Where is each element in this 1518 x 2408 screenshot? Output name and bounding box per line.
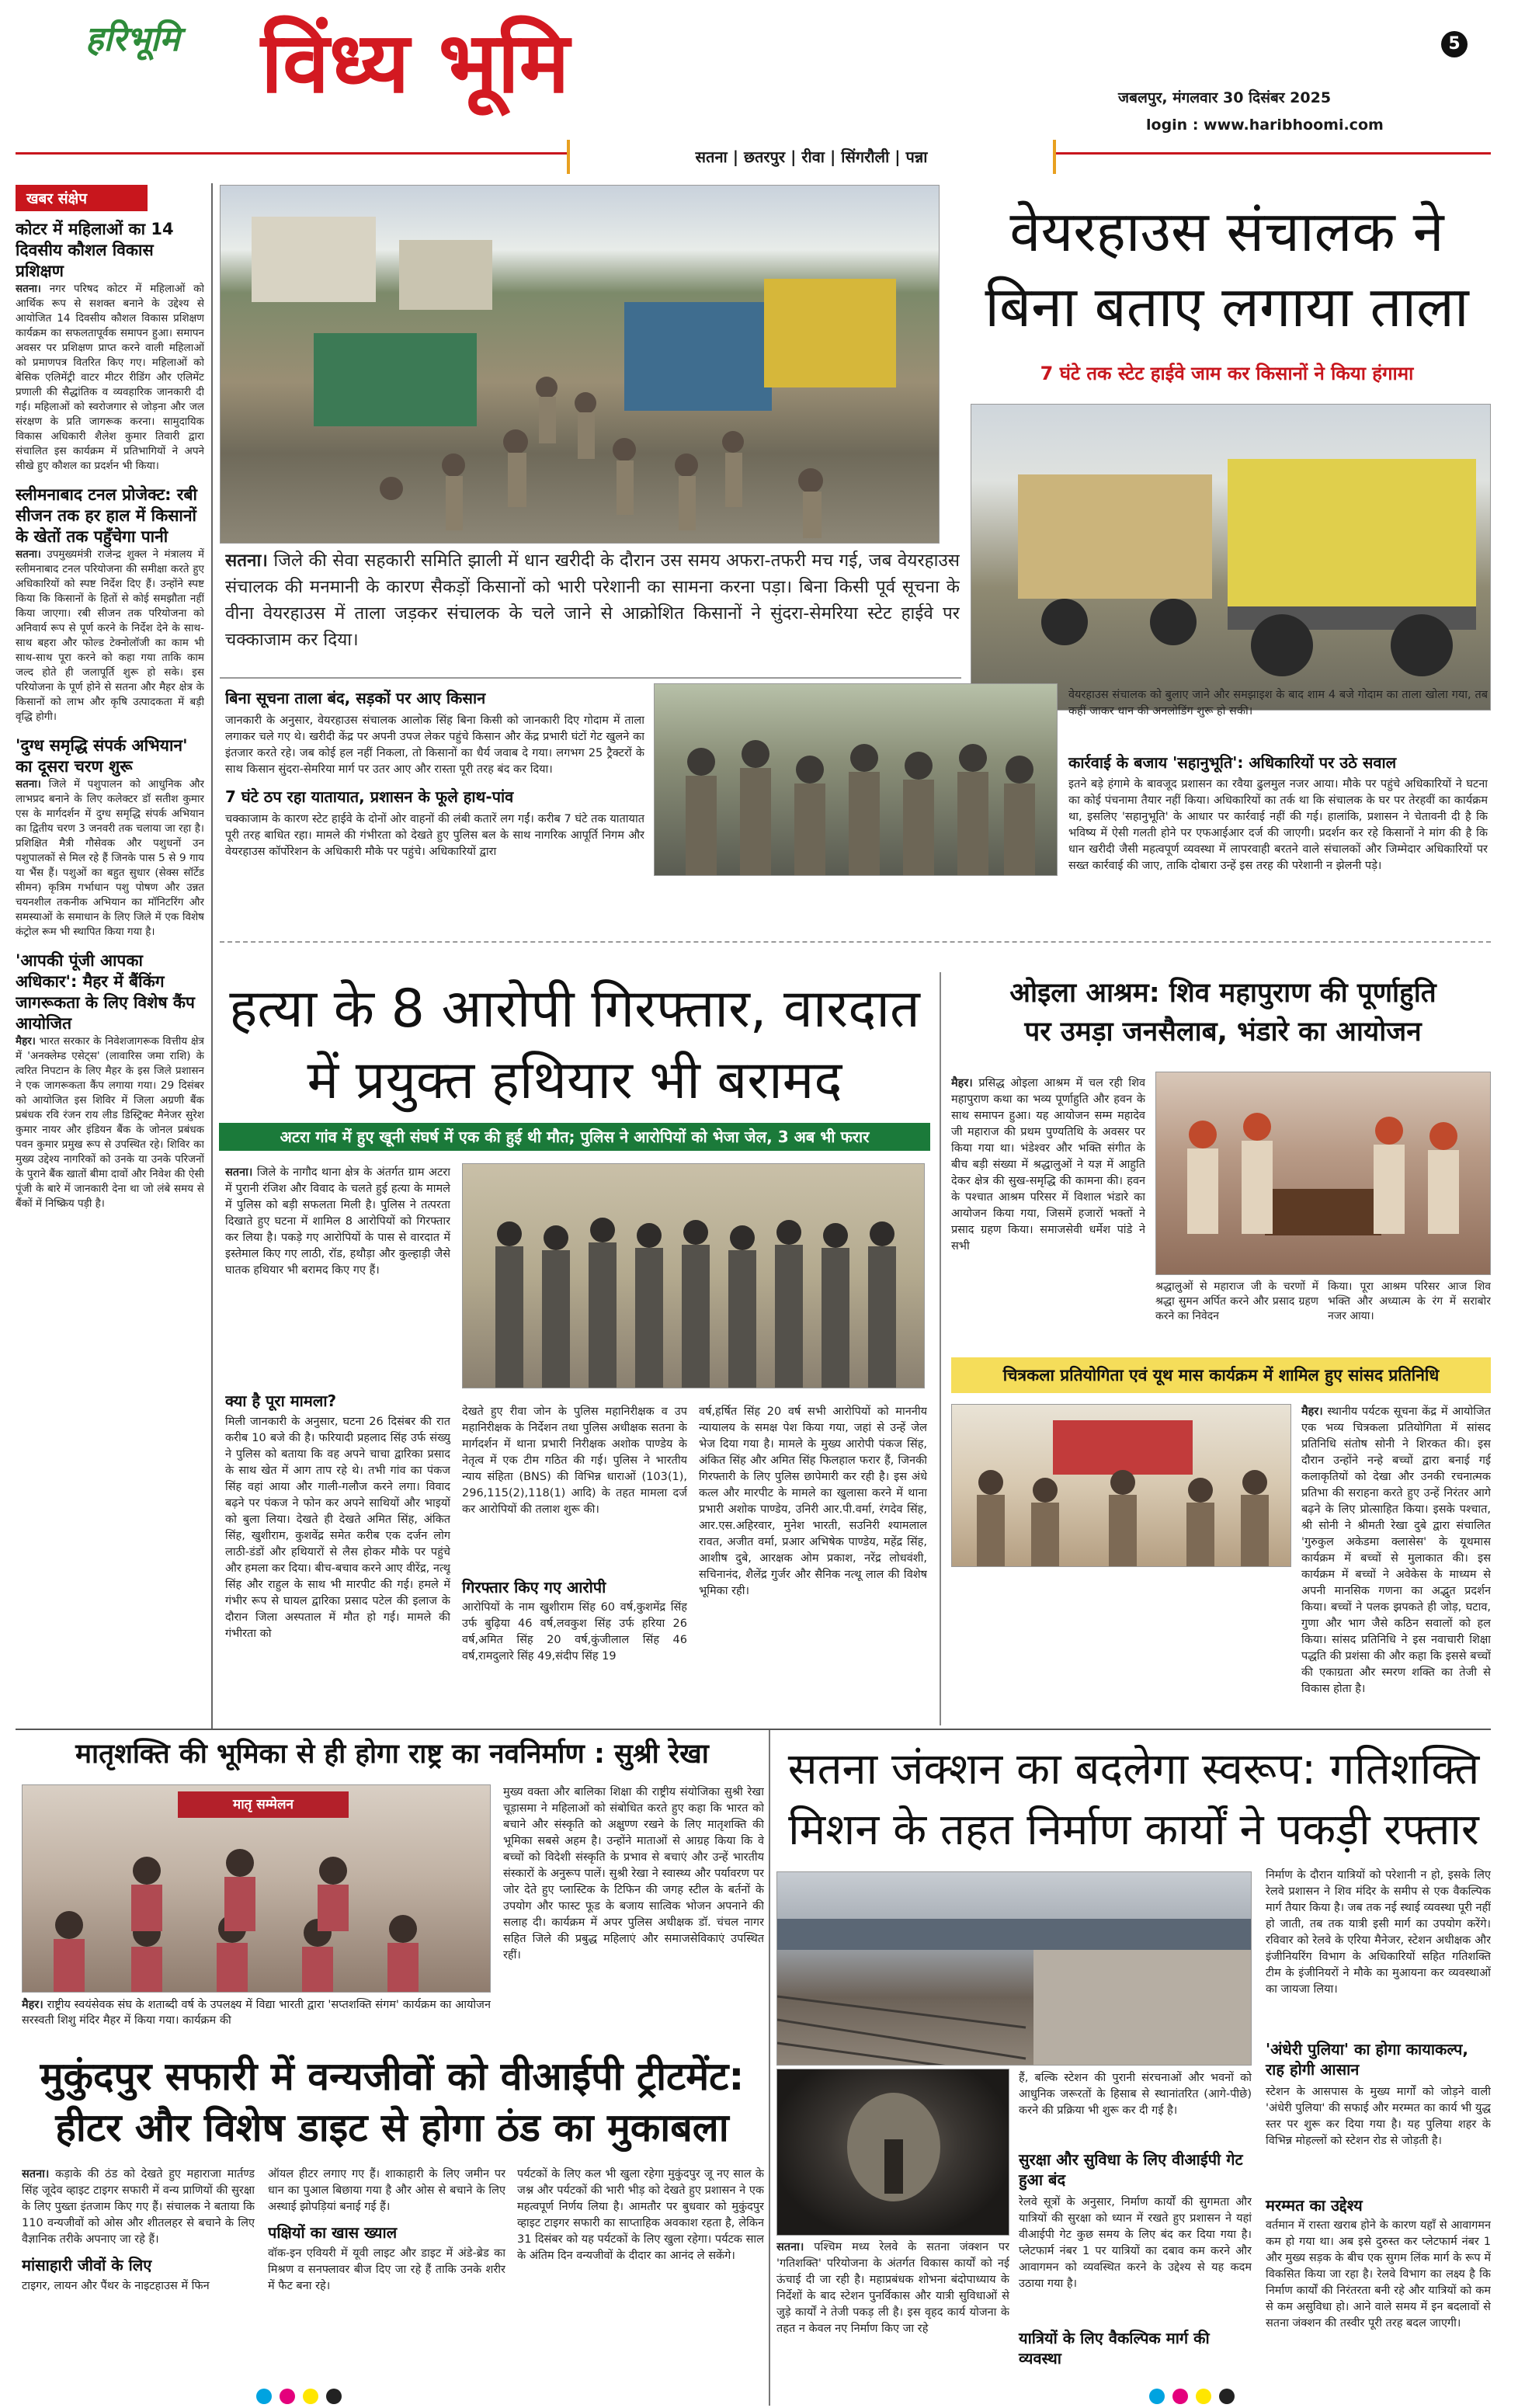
dateline: मैहर।: [16, 1035, 36, 1048]
lead-text-2: चक्काजाम के कारण स्टेट हाईवे के दोनों ओर वाहनों की लंबी कतारें लग गईं। करीब 7 घंटे तक यातायात पूरी तरह बाधित रहा। मामले की गंभीरता को देखते हुए पुलिस बल के साथ नागरिक आपूर्ति निगम और वेयरहाउस कॉर्पोरेशन के अधिकारी मौके पर पहुंचे। अधिकारियों द्वारा: [225, 813, 644, 858]
lead-deck: 7 घंटे तक स्टेट हाईवे जाम कर किसानों ने किया हंगामा: [1040, 363, 1414, 384]
yellow-mark: [303, 2389, 318, 2404]
sidebar-item-body: उपमुख्यमंत्री राजेन्द्र शुक्ल ने मंत्रालय में स्लीमनाबाद टनल परियोजना की समीक्षा करते हुए अधिकारियों को स्पष्ट निर्देश दिए हैं। उन्होंने स्पष्ट किया कि किसानों के हितों से कोई समझौता नहीं किया जाएगा। रबी सीजन तक परियोजना को अनिवार्य रूप से पूर्ण करने के निर्देश देने के साथ-साथ बहरा और फोल्ड टेक्नोलॉजी का काम भी साथ-साथ पूरा करने को कहा गया ताकि काम जल्द होते ही जलापूर्ति शुरू हो सके। इस परियोजना के पूर्ण होने से सतना और मैहर क्षेत्र के किसानों को लाभ और कृषि उत्पादकता में बड़ी वृद्धि होगी।: [16, 548, 204, 723]
safari-subhead-2: पक्षियों का खास ख्याल: [268, 2223, 398, 2242]
station-construction-photo: [776, 1871, 1252, 2066]
officials-crowd-photo: [654, 683, 1058, 876]
sidebar-item-body: जिले में पशुपालन को आधुनिक और लाभप्रद बनाने के लिए कलेक्टर डॉ सतीश कुमार एस के मार्गदर्शन में दुग्ध समृद्धि संपर्क अभियान का द्वितीय चरण 3 जनवरी तक चलाया जा रहा है। प्रशिक्षित मैत्री गौसेवक और पशुधनों उन पशुपालकों से मिल रहे हैं जिनके पास 5 से 9 गाय या भैंस हैं। पशुओं का बहुत सुधार (सेक्स सॉर्टेड सीमन) कृत्रिम गर्भाधान पशु पोषण और उन्नत चयनशील तकनीक अभियान का मॉनिटरिंग और समस्याओं के समाधान के लिए जिले में एक विशेष कंट्रोल रूम भी स्थापित किया गया है।: [16, 778, 204, 938]
sidebar-item-headline: 'आपकी पूंजी आपका अधिकार': मैहर में बैंकिंग जागरूकता के लिए विशेष कैंप आयोजित: [16, 951, 195, 1033]
lead-subhead-2: 7 घंटे ठप रहा यातायात, प्रशासन के फूले हाथ-पांव: [225, 787, 514, 806]
dateline: सतना।: [16, 778, 41, 791]
dateline: सतना।: [16, 283, 41, 295]
sidebar-item-headline: स्लीमनाबाद टनल प्रोजेक्ट: रबी सीजन तक हर हाल में किसानों के खेतों तक पहुँचेगा पानी: [16, 485, 197, 546]
magenta-mark: [1172, 2389, 1188, 2404]
cyan-mark: [1149, 2389, 1165, 2404]
lead-subhead-3: कार्रवाई के बजाय 'सहानुभूति': अधिकारियों पर उठे सवाल: [1068, 753, 1397, 772]
junction-subhead-3: 'अंधेरी पुलिया' का होगा कायाकल्प, राह होगी आसान: [1266, 2040, 1468, 2079]
junction-text-3: निर्माण के दौरान यात्रियों को परेशानी न हो, इसके लिए रेलवे प्रशासन ने शिव मंदिर के समीप से एक वैकल्पिक मार्ग तैयार किया है। जब तक नई स्थाई व्यवस्था पूरी नहीं हो जाती, तब तक यात्री इसी मार्ग का उपयोग करेंगे। रविवार को रेलवे के एरिया मैनेजर, स्टेशन अधीक्षक और इंजीनियरिंग विभाग के अधिकारियों सहित गतिशक्ति टीम के इंजीनियरों ने मौके का मुआयना कर व्यवस्थाओं का जायजा लिया।: [1266, 1869, 1491, 1996]
ashram-hawan-photo: [1155, 1072, 1491, 1275]
rekha-headline: मातृशक्ति की भूमिका से ही होगा राष्ट्र का नवनिर्माण : सुश्री रेखा: [75, 1739, 709, 1770]
lead-text-1: जानकारी के अनुसार, वेयरहाउस संचालक आलोक सिंह बिना किसी को जानकारी दिए गोदाम में ताला लगाकर चले गए थे। खरीदी केंद्र पर अपनी उपज लेकर पहुंचे किसान और केंद्र प्रभारी घंटों गेट खुलने का इंतजार करते रहे। जब कोई हल नहीं निकला, तो किसानों का धैर्य जवाब दे गया। लगभग 25 ट्रैक्टरों के साथ किसान सुंदरा-सेमरिया मार्ग पर उतर आए और रास्ता पूरी तरह बंद कर दिया।: [225, 714, 644, 776]
column-divider: [769, 1730, 770, 2406]
section-divider: [220, 941, 1491, 943]
dateline: मैहर।: [22, 1999, 43, 2011]
safari-text-2: टाइगर, लायन और पैंथर के नाइटहाउस में फिन: [22, 2280, 210, 2292]
junction-text-2: रेलवे सूत्रों के अनुसार, निर्माण कार्यों की सुगमता और यात्रियों की सुरक्षा को ध्यान में रखते हुए प्रशासन ने यहां वीआईपी गेट कुछ समय के लिए बंद कर दिया गया है। प्लेटफार्म नंबर 1 पर यात्रियों का दबाव कम करने और आवागमन को व्यवस्थित करने के उद्देश्य से यह कदम उठाया गया है।: [1019, 2196, 1252, 2290]
painting-competition-photo: [951, 1404, 1291, 1567]
rekha-caption: [22, 1997, 491, 2045]
murder-text-2: देखते हुए रीवा जोन के पुलिस महानिरीक्षक व उप महानिरीक्षक के निर्देशन तथा पुलिस अधीक्षक सतना के मार्गदर्शन में थाना प्रभारी निरीक्षक अशोक पाण्डेय के नेतृत्व में एक टीम गठित की गई। पुलिस ने भारतीय न्याय संहिता (BNS) की विभिन्न धाराओं (103(1), 296,115(2),118(1) आदि) के तहत मामला दर्ज कर आरोपियों की तलाश शुरू की।: [462, 1406, 687, 1516]
murder-subhead-2: गिरफ्तार किए गए आरोपी: [462, 1578, 606, 1597]
trucks-queue-photo: [971, 404, 1491, 711]
sidebar-item-text: [16, 547, 204, 724]
junction-intro-text: पश्चिम मध्य रेलवे के सतना जंक्शन पर 'गतिशक्ति' परियोजना के अंतर्गत विकास कार्यों को नई ऊंचाई दी जा रही है। महाप्रबंधक शोभना बंदोपाध्याय के निर्देशों के बाद स्टेशन पुनर्विकास और यात्री सुविधाओं से जुड़े कार्यों ने तेजी पकड़ ली है। इस वृहद कार्य योजना के तहत न केवल नए निर्माण किए जा रहे: [776, 2241, 1009, 2335]
junction-headline-line2: मिशन के तहत निर्माण कार्यों ने पकड़ी रफ्तार: [788, 1805, 1479, 1855]
sidebar-item-body: भारत सरकार के निवेशजागरूक वित्तीय क्षेत्र में 'अनक्लेम्ड एसेट्स' (लावारिस जमा राशि) के त्वरित निपटान के लिए मैहर के इस जिले प्रशासन ने एक जागरूकता कैंप लगाया गया। 29 दिसंबर को आयोजित इस शिविर में जिला अग्रणी बैंक प्रबंधक रवि रंजन राय लीड डिस्ट्रिक्ट मैनेजर सुरेश कुमार नायर और इंडियन बैंक के जोनल प्रबंधक पवन कुमार प्रमुख रूप से उपस्थित रहे। शिविर का मुख्य उद्देश्य नागरिकों को उनके या उनके परिजनों के पुराने बैंक खातों बीमा दावों और निवेश की ऐसी पूंजी के बारे में जानकारी देना था जो लंबे समय से बैंकों में निष्क्रिय पड़ी है।: [16, 1035, 204, 1210]
dateline: सतना।: [776, 2241, 804, 2253]
safari-text-5: पर्यटकों के लिए कल भी खुला रहेगा मुकुंदपुर जू नए साल के जश्न और पर्यटकों की भारी भीड़ को देखते हुए प्रशासन ने एक महत्वपूर्ण निर्णय लिया है। आमतौर पर बुधवार को मुकुंदपुर व्हाइट टाइगर सफारी का साप्ताहिक अवकाश रहता है, लेकिन 31 दिसंबर को यह पर्यटकों के लिए खुला रहेगा। पर्यटक साल के अंतिम दिन वन्यजीवों के दीदार का आनंद ले सकेंगे।: [517, 2168, 764, 2262]
region-list: सतना | छतरपुर | रीवा | सिंगरौली | पन्ना: [695, 148, 928, 166]
murder-text-3: आरोपियों के नाम खुशीराम सिंह 60 वर्ष,कुशमेंद्र सिंह उर्फ बुढ़िया 46 वर्ष,लवकुश सिंह उर्फ हरिया 26 वर्ष,अमित सिंह 20 वर्ष,कुंजीलाल सिंह 46 वर्ष,रामदुलारे सिंह 49,संदीप सिंह 19: [462, 1601, 687, 1663]
sidebar-item: [16, 219, 204, 474]
junction-headline-line1: सतना जंक्शन का बदलेगा स्वरूप: गतिशक्ति: [787, 1744, 1480, 1795]
murder-intro-text: जिले के नागौद थाना क्षेत्र के अंतर्गत ग्राम अटरा में पुरानी रंजिश और विवाद के चलते हुई हत्या के मामले में पुलिस को बड़ी सफलता मिली है। पुलिस ने तत्परता दिखाते हुए घटना में शामिल 8 आरोपियों को गिरफ्तार कर लिया है। पकड़े गए आरोपियों के पास से वारदात में इस्तेमाल किए गए लाठी, रॉड, हथौड़ा और कुल्हाड़ी जैसे घातक हथियार भी बरामद किए गए हैं।: [225, 1166, 450, 1277]
murder-subhead-1: क्या है पूरा मामला?: [225, 1392, 337, 1410]
junction-text-5: वर्तमान में रास्ता खराब होने के कारण यहाँ से आवागमन कम हो गया था। अब इसे दुरुस्त कर प्लेटफार्म नंबर 1 और मुख्य सड़क के बीच एक सुगम लिंक मार्ग के रूप में विकसित किया जा रहा है। रेलवे विभाग का लक्ष्य है कि निर्माण कार्यों की निरंतरता बनी रहे और यात्रियों को कम से कम असुविधा हो। आने वाले समय में इन बदलावों से सतना जंक्शन की तस्वीर पूरी तरह बदल जाएगी।: [1266, 2219, 1491, 2330]
date-line: जबलपुर, मंगलवार 30 दिसंबर 2025: [1118, 89, 1332, 106]
sidebar-item-text: [16, 282, 204, 474]
lead-headline-line1: वेयरहाउस संचालक ने: [1009, 199, 1444, 264]
safari-headline-line2: हीटर और विशेष डाइट से होगा ठंड का मुकाबला: [55, 2105, 729, 2150]
yellow-mark: [1196, 2389, 1211, 2404]
lead-intro-text: जिले की सेवा सहकारी समिति झाली में धान खरीदी के दौरान उस समय अफरा-तफरी मच गई, जब वेयरहाउस संचालक की मनमानी के कारण सैकड़ों किसानों को भारी परेशानी का सामना करना पड़ा। बिना किसी पूर्व सूचना के वीना वेयरहाउस में ताला जड़कर संचालक के चले जाने से आक्रोशित किसानों ने सुंदरा-सेमरिया स्टेट हाईवे पर चक्काजाम कर दिया।: [225, 551, 960, 650]
dateline: सतना।: [225, 551, 268, 571]
brand-logo: हरिभूमि: [85, 19, 180, 59]
rekha-text: मुख्य वक्ता और बालिका शिक्षा की राष्ट्रीय संयोजिका सुश्री रेखा चूड़ासमा ने महिलाओं को संबोधित करते हुए कहा कि भारत को बचाने और संस्कृति को अक्षुण्ण रखने के लिए मातृशक्ति की भूमिका सबसे अहम है। उन्होंने माताओं से आग्रह किया कि वे बच्चों को विदेशी संस्कृति के प्रभाव से बचाएं और उन्हें भारतीय संस्कारों के अनुरूप पालें। सुश्री रेखा ने स्वास्थ्य और पर्यावरण पर जोर देते हुए प्लास्टिक के टिफिन की जगह स्टील के बर्तनों के उपयोग और फास्ट फूड के बजाय सात्विक भोजन अपनाने की सलाह दी। कार्यक्रम में अपर पुलिस अधीक्षक डॉ. चंचल नागर सहित जिले की प्रबुद्ध महिलाएं और समाजसेविकाएं उपस्थित रहीं।: [503, 1786, 764, 1961]
safari-text-4: वॉक-इन एवियरी में यूवी लाइट और डाइट में अंडे-ब्रेड का मिश्रण व सनफ्लावर बीज दिए जा रहे हैं ताकि उनके शरीर में फैट बना रहे।: [268, 2247, 505, 2292]
oila-caption-left: श्रद्धालुओं से महाराज जी के चरणों में श्रद्धा सुमन अर्पित करने और प्रसाद ग्रहण करने का निवेदन: [1155, 1280, 1318, 1322]
safari-body-1: कड़ाके की ठंड को देखते हुए महाराजा मार्तण्ड सिंह जूदेव व्हाइट टाइगर सफारी में वन्य प्राणियों की सुरक्षा के लिए पुख्ता इंतजाम किए गए हैं। संचालक ने बताया कि 110 वन्यजीवों को ओस और शीतलहर से बचाने के लिए वैज्ञानिक तरीके अपनाए जा रहे हैं।: [22, 2168, 255, 2246]
sidebar-item-body: नगर परिषद कोटर में महिलाओं को आर्थिक रूप से सशक्त बनाने के उद्देश्य से आयोजित 14 दिवसीय कौशल विकास प्रशिक्षण कार्यक्रम का सफलतापूर्वक समापन हुआ। समापन अवसर पर प्रशिक्षण प्राप्त करने वाली महिलाओं को प्रमाणपत्र वितरित किए गए। महिलाओं को बेसिक एलिमेंट्री वाटर मीटर रीडिंग और एलिमेंट प्रणाली की सैद्धांतिक व व्यवहारिक जानकारी दी गई। महिलाओं को स्वरोजगार से जोड़ना और जल संरक्षण के प्रति जागरूक करना। सामुदायिक विकास अधिकारी शैलेश कुमार तिवारी द्वारा संचालित इस कार्यक्रम में प्रतिभागियों ने अपने सीखे हुए कौशल का प्रदर्शन भी किया।: [16, 283, 204, 472]
junction-text-4: स्टेशन के आसपास के मुख्य मार्गों को जोड़ने वाली 'अंधेरी पुलिया' की सफाई और मरम्मत का कार्य भी युद्ध स्तर पर शुरू कर दिया गया है। यह पुलिया शहर के विभिन्न मोहल्लों को स्टेशन रोड से जोड़ती है।: [1266, 2086, 1491, 2147]
safari-text-1: [22, 2167, 255, 2248]
safari-column-2: [268, 2167, 505, 2392]
murder-column-1: [225, 1390, 450, 1724]
junction-subhead-4: मरम्मत का उद्देश्य: [1266, 2196, 1363, 2215]
lead-text-4: इतने बड़े हंगामे के बावजूद प्रशासन का रवैया ढुलमुल नजर आया। मौके पर पहुंचे अधिकारियों ने घटना का कोई पंचनामा तैयार नहीं किया। अधिकारियों का तर्क था कि संचालक के घर पर तेरहवीं का कार्यक्रम था, इसलिए 'सहानुभूति' के आधार पर कार्रवाई नहीं की गई। हालांकि, प्रशासन ने चेतावनी दी है कि भविष्य में ऐसी गलती होने पर एफआईआर दर्ज की जाएगी। प्रदर्शन कर रहे किसानों ने मांग की है कि धान खरीदी जैसी महत्वपूर्ण व्यवस्था में लापरवाही बरतने वाले संचालकों और जिम्मेदार अधिकारियों पर सख्त कार्रवाई की जाए, ताकि दोबारा उन्हें इस तरह की परेशानी न झेलनी पड़े।: [1068, 778, 1488, 872]
sidebar-divider: [211, 183, 213, 1729]
lead-headline-line2: बिना बताए लगाया ताला: [985, 274, 1469, 339]
junction-intro: [776, 2239, 1009, 2387]
region-bar: [567, 140, 1056, 174]
sidebar-item: [16, 950, 204, 1211]
sidebar: [16, 185, 204, 1730]
junction-subhead-2: यात्रियों के लिए वैकल्पिक मार्ग की व्यवस्था: [1019, 2329, 1210, 2368]
murder-text-1: मिली जानकारी के अनुसार, घटना 26 दिसंबर की रात करीब 10 बजे की है। फरियादी प्रहलाद सिंह उर्फ संख्यु ने पुलिस को बताया कि वह अपने चाचा द्वारिका प्रसाद के साथ खेत में आग ताप रहे थे। तभी गांव का पंकज सिंह वहां आया और गाली-गलौज करने लगा। विवाद बढ़ने पर पंकज ने फोन कर अपने साथियों और भाइयों को बुला लिया। देखते ही देखते अमित सिंह, अंकित सिंह, खुशीराम, कुशवेंद्र समेत करीब एक दर्जन लोग लाठी-डंडों और हथियारों से लैस होकर मौके पर पहुंचे और हमला कर दिया। बीच-बचाव करने आए वीरेंद्र, नत्थू सिंह और राहुल के साथ भी मारपीट की गई। हमले में गंभीर रूप से घायल द्वारिका प्रसाद पटेल की इलाज के दौरान जिला अस्पताल में मौत हो गई। मामले की गंभीरता को: [225, 1416, 450, 1640]
junction-text-1: हैं, बल्कि स्टेशन की पुरानी संरचनाओं और भवनों को आधुनिक जरूरतों के हिसाब से स्थानांतरित (आगे-पीछे) करने की प्रक्रिया भी शुरू कर दी गई है।: [1019, 2072, 1252, 2117]
chitrakala-headline: चित्रकला प्रतियोगिता एवं यूथ मास कार्यक्रम में शामिल हुए सांसद प्रतिनिधि: [951, 1357, 1491, 1393]
sidebar-item-text: [16, 1034, 204, 1211]
safari-subhead-1: मांसाहारी जीवों के लिए: [22, 2256, 152, 2274]
lead-text-3: वेयरहाउस संचालक को बुलाए जाने और समझाइश के बाद शाम 4 बजे गोदाम का ताला खोला गया, तब कहीं जाकर धान की अनलोडिंग शुरू हो सकी।: [1068, 689, 1488, 718]
sidebar-item-text: [16, 777, 204, 940]
oila-caption-right: किया। पूरा आश्रम परिसर आज शिव भक्ति और अध्यात्म के रंग में सराबोर नजर आया।: [1328, 1280, 1491, 1322]
column-divider: [940, 972, 941, 1725]
murder-intro: [225, 1165, 450, 1390]
conference-banner: मातृ सम्मेलन: [178, 1791, 349, 1818]
murder-headline-line1: हत्या के 8 आरोपी गिरफ्तार, वारदात: [229, 978, 920, 1040]
dateline: सतना।: [225, 1166, 253, 1179]
black-mark: [1219, 2389, 1235, 2404]
oila-headline-line2: पर उमड़ा जनसैलाब, भंडारे का आयोजन: [1024, 1016, 1422, 1048]
murder-headline-line2: में प्रयुक्त हथियार भी बरामद: [307, 1050, 842, 1111]
sidebar-item-headline: कोटर में महिलाओं का 14 दिवसीय कौशल विकास प्रशिक्षण: [16, 220, 174, 280]
murder-deck: अटरा गांव में हुए खूनी संघर्ष में एक की हुई थी मौत; पुलिस ने आरोपियों को भेजा जेल, 3 अब भी फरार: [219, 1123, 930, 1151]
oila-text: [951, 1075, 1145, 1332]
dark-culvert-photo: [776, 2069, 1009, 2236]
women-conference-photo: [22, 1784, 491, 1993]
safari-headline-line1: मुकुंदपुर सफारी में वन्यजीवों को वीआईपी ट्रीटमेंट:: [40, 2054, 745, 2099]
safari-text-3: ऑयल हीटर लगाए गए हैं। शाकाहारी के लिए जमीन पर धान का पुआल बिछाया गया है और ओस से बचाने के लिए अस्थाई झोपड़ियां बनाई गई हैं।: [268, 2168, 505, 2213]
sidebar-label: खबर संक्षेप: [16, 185, 148, 211]
rekha-caption-text: राष्ट्रीय स्वयंसेवक संघ के शताब्दी वर्ष के उपलक्ष्य में विद्या भारती द्वारा 'सप्तशक्ति संगम' कार्यक्रम का आयोजन सरस्वती शिशु मंदिर मैहर में किया गया। कार्यक्रम की: [22, 1999, 491, 2027]
oila-body: प्रसिद्ध ओइला आश्रम में चल रही शिव महापुराण कथा का भव्य पूर्णाहुति और हवन के साथ समापन हुआ। यह आयोजन सम्म महादेव जी महाराज की प्रथम पुण्यतिथि के अवसर पर किया गया था। भंडेश्वर और भक्ति संगीत के बीच बड़ी संख्या में श्रद्धालुओं ने यज्ञ में आहुति देकर क्षेत्र की सुख-समृद्धि की कामना की। हवन के पश्चात आश्रम परिसर में विशाल भंडारे का आयोजन किया गया, जिसमें हजारों भक्तों ने प्रसाद ग्रहण किया। समाजसेवी धर्मेश पांडे ने सभी: [951, 1077, 1145, 1253]
murder-text-4: वर्ष,हर्षित सिंह 20 वर्ष सभी आरोपियों को माननीय न्यायालय के समक्ष पेश किया गया, जहां से उन्हें जेल भेज दिया गया है। मामले के मुख्य आरोपी पंकज सिंह, अंकित सिंह और अमित सिंह फिलहाल फरार हैं, जिनकी गिरफ्तारी के लिए पुलिस छापेमारी कर रही है। इस अंधे कत्ल और मारपीट के मामले का खुलासा करने में थाना प्रभारी अशोक पाण्डेय, उनिरी आर.पी.वर्मा, रंगदेव सिंह, आर.एस.अहिरवार, मुनेश भारती, सउनिरी श्यामलाल रावत, अजीत वर्मा, प्रआर अभिषेक पाण्डेय, महेंद्र सिंह, आशीष दुबे, आरक्षक ओम प्रकाश, नरेंद्र लोधवंशी, सचिनानंद, शैलेंद्र गुर्जर और सैनिक नत्थू लाल की विशेष भूमिका रही।: [699, 1406, 927, 1597]
black-mark: [326, 2389, 342, 2404]
chitrakala-text: [1301, 1404, 1491, 1724]
oila-headline-line1: ओइला आश्रम: शिव महापुराण की पूर्णाहुति: [1009, 978, 1436, 1009]
sidebar-item: [16, 735, 204, 940]
section-title: विंध्य भूमि: [261, 15, 570, 112]
dateline: सतना।: [22, 2168, 50, 2180]
magenta-mark: [280, 2389, 295, 2404]
junction-subhead-1: सुरक्षा और सुविधा के लिए वीआईपी गेट हुआ बंद: [1019, 2150, 1243, 2189]
dateline: मैहर।: [951, 1077, 973, 1089]
section-rule: [16, 1729, 1491, 1730]
lead-subhead-1: बिना सूचना ताला बंद, सड़कों पर आए किसान: [225, 689, 486, 707]
lead-intro: [225, 547, 960, 683]
sidebar-item: [16, 485, 204, 724]
login-url: login : www.haribhoomi.com: [1146, 116, 1384, 134]
farmers-highway-photo: [220, 185, 940, 544]
arrested-accused-photo: [462, 1163, 925, 1388]
dateline: सतना।: [16, 548, 41, 561]
lead-rule: [220, 677, 961, 679]
cyan-mark: [256, 2389, 272, 2404]
safari-column-1: [22, 2167, 255, 2392]
chitrakala-body: स्थानीय पर्यटक सूचना केंद्र में आयोजित एक भव्य चित्रकला प्रतियोगिता में सांसद प्रतिनिधि संतोष सोनी ने शिरकत की। इस दौरान उन्होंने नन्हे बच्चों द्वारा बनाई गई कलाकृतियों को देखा और उनकी रचनात्मक प्रतिभा की सराहना करते हुए उन्हें निरंतर आगे बढ़ने के लिए प्रोत्साहित किया। इसके पश्चात, श्री सोनी ने श्रीमती रेखा दुबे द्वारा संचालित 'गुरुकुल अकेडमा क्लासेस' के यूथमास कार्यक्रम में बच्चों से मुलाकात की। इस कार्यक्रम में बच्चों ने अवेकेस के माध्यम से अपनी मानसिक गणना का अद्भुत प्रदर्शन किया। बच्चों ने पलक झपकते ही जोड़, घटाव, गुणा और भाग जैसे कठिन सवालों को हल किया। सांसद प्रतिनिधि ने इस नवाचारी शिक्षा पद्धति की प्रशंसा की और कहा कि इससे बच्चों की एकाग्रता और स्मरण शक्ति का तेजी से विकास होता है।: [1301, 1406, 1491, 1695]
dateline: मैहर।: [1301, 1406, 1323, 1418]
page-number: 5: [1441, 31, 1468, 57]
sidebar-item-headline: 'दुग्ध समृद्धि संपर्क अभियान' का दूसरा चरण शुरू: [16, 736, 188, 776]
